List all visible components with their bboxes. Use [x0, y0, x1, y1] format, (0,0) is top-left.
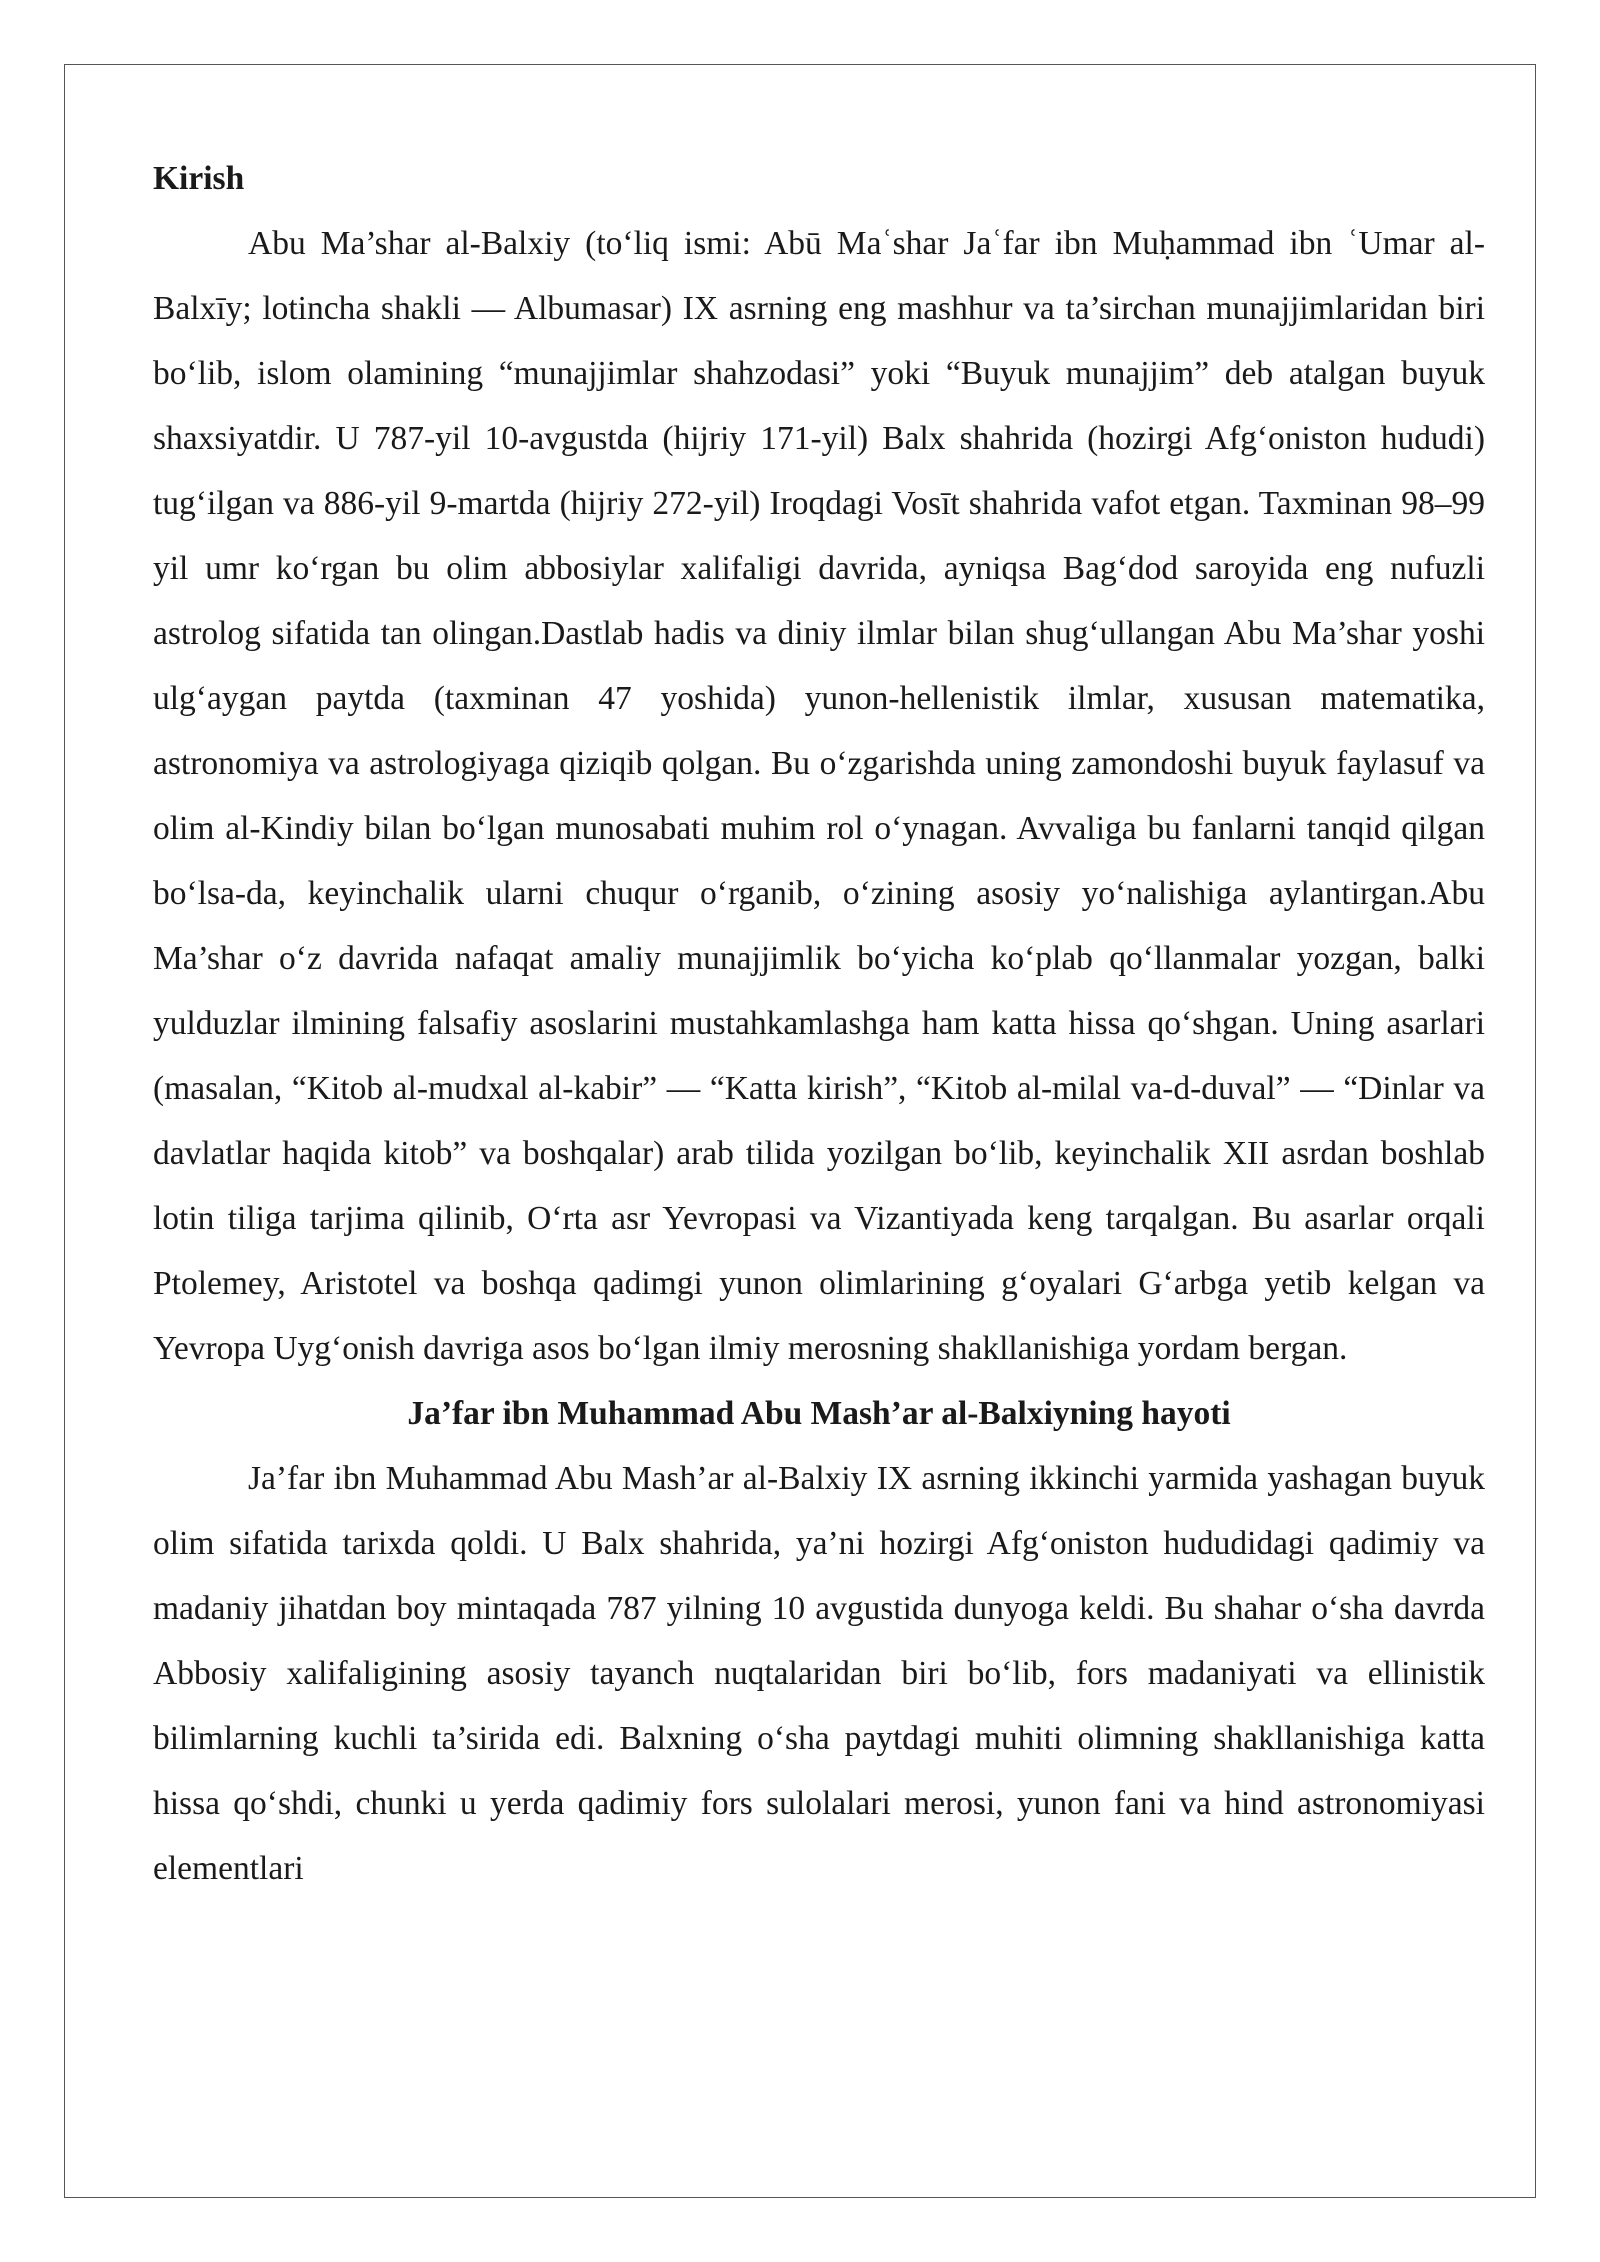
intro-heading: Kirish	[153, 160, 245, 197]
document-body	[153, 146, 1485, 1901]
section-paragraph: Ja’far ibn Muhammad Abu Mash’ar al-Balxiy IX asrning ikkinchi yarmida yashagan buyuk olim sifatida tarixda qoldi. U Balx shahrida, ya’ni hozirgi Afg‘oniston hududidagi qadimiy va madaniy jihatdan boy mintaqada 787 yilning 10 avgustida dunyoga keldi. Bu shahar o‘sha davrda Abbosiy xalifaligining asosiy tayanch nuqtalaridan biri bo‘lib, fors madaniyati va ellinistik bilimlarning kuchli ta’sirida edi. Balxning o‘sha paytdagi muhiti olimning shakllanishiga katta hissa qo‘shdi, chunki u yerda qadimiy fors sulolalari merosi, yunon fani va hind astronomiyasi elementlari	[153, 1460, 1485, 1887]
intro-paragraph: Abu Ma’shar al-Balxiy (to‘liq ismi: Abū Maʿshar Jaʿfar ibn Muḥammad ibn ʿUmar al-Balxīy; lotincha shakli — Albumasar) IX asrning eng mashhur va ta’sirchan munajjimlaridan biri bo‘lib, islom olamining “munajjimlar shahzodasi” yoki “Buyuk munajjim” deb atalgan buyuk shaxsiyatdir. U 787-yil 10-avgustda (hijriy 171-yil) Balx shahrida (hozirgi Afg‘oniston hududi) tug‘ilgan va 886-yil 9-martda (hijriy 272-yil) Iroqdagi Vosīt shahrida vafot etgan. Taxminan 98–99 yil umr ko‘rgan bu olim abbosiylar xalifaligi davrida, ayniqsa Bag‘dod saroyida eng nufuzli astrolog sifatida tan olingan.Dastlab hadis va diniy ilmlar bilan shug‘ullangan Abu Ma’shar yoshi ulg‘aygan paytda (taxminan 47 yoshida) yunon-hellenistik ilmlar, xususan matematika, astronomiya va astrologiyaga qiziqib qolgan. Bu o‘zgarishda uning zamondoshi buyuk faylasuf va olim al-Kindiy bilan bo‘lgan munosabati muhim rol o‘ynagan. Avvaliga bu fanlarni tanqid qilgan bo‘lsa-da, keyinchalik ularni chuqur o‘rganib, o‘zining asosiy yo‘nalishiga aylantirgan.Abu Ma’shar o‘z davrida nafaqat amaliy munajjimlik bo‘yicha ko‘plab qo‘llanmalar yozgan, balki yulduzlar ilmining falsafiy asoslarini mustahkamlashga ham katta hissa qo‘shgan. Uning asarlari (masalan, “Kitob al-mudxal al-kabir” — “Katta kirish”, “Kitob al-milal va-d-duval” — “Dinlar va davlatlar haqida kitob” va boshqalar) arab tilida yozilgan bo‘lib, keyinchalik XII asrdan boshlab lotin tiliga tarjima qilinib, O‘rta asr Yevropasi va Vizantiyada keng tarqalgan. Bu asarlar orqali Ptolemey, Aristotel va boshqa qadimgi yunon olimlarining g‘oyalari G‘arbga yetib kelgan va Yevropa Uyg‘onish davriga asos bo‘lgan ilmiy merosning shakllanishiga yordam bergan.	[153, 225, 1485, 1367]
section-heading: Ja’far ibn Muhammad Abu Mash’ar al-Balxiyning hayoti	[407, 1395, 1231, 1432]
